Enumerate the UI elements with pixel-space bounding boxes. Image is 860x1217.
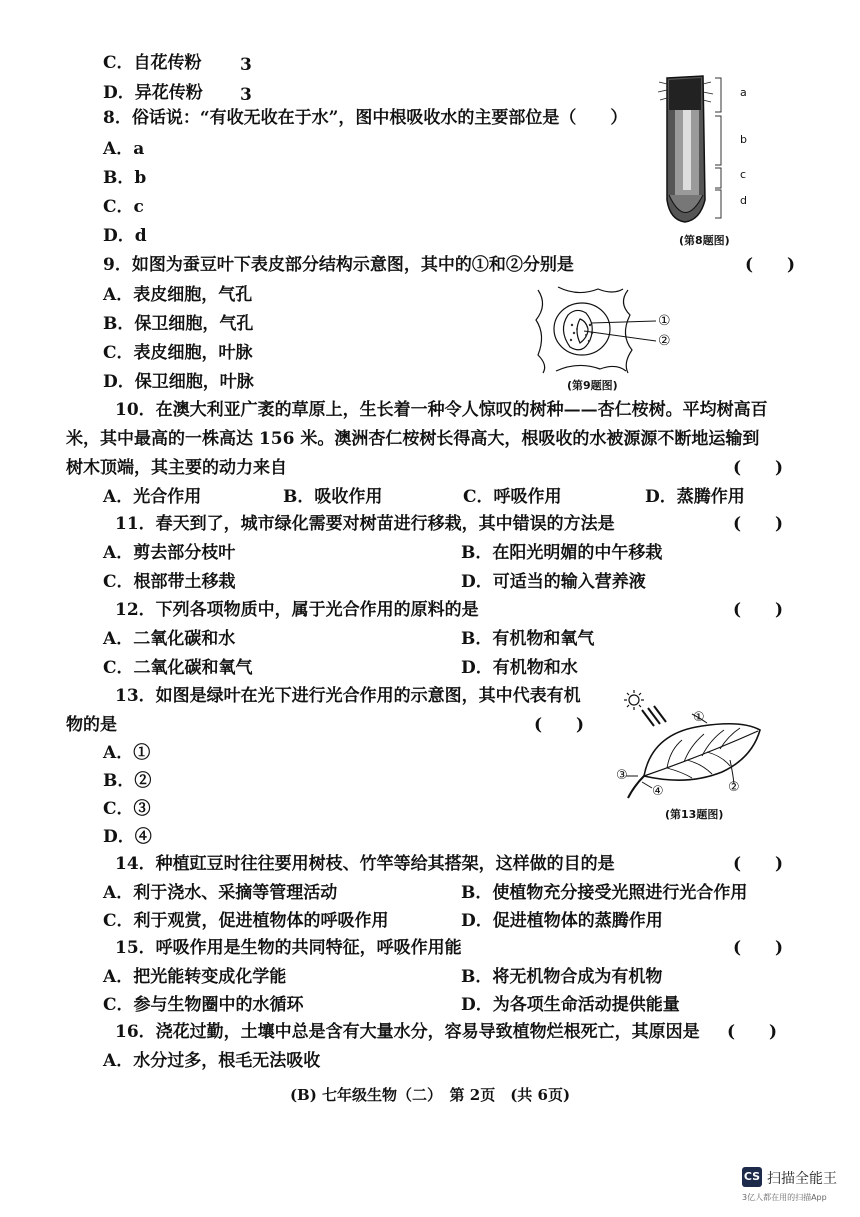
q14-option-a: A．利于浇水、采摘等管理活动 xyxy=(103,883,338,903)
leaf-label-1: ① xyxy=(693,710,705,725)
q12-option-a: A．二氧化碳和水 xyxy=(103,629,236,649)
q16-option-a: A．水分过多，根毛无法吸收 xyxy=(103,1051,321,1071)
camscanner-tagline: 3亿人都在用的扫描App xyxy=(742,1193,827,1202)
q13-option-d: D．④ xyxy=(103,827,152,847)
leaf-epidermis-figure xyxy=(528,285,688,375)
q13-line1: 13．如图是绿叶在光下进行光合作用的示意图，其中代表有机 xyxy=(115,686,581,706)
q12-option-b: B．有机物和氧气 xyxy=(461,629,595,649)
q13-option-c: C．③ xyxy=(103,799,151,819)
q12-option-d: D．有机物和水 xyxy=(461,658,578,678)
q15-answer-paren: ( ) xyxy=(733,938,784,958)
root-label-d: d xyxy=(740,194,747,207)
q13-option-a: A．① xyxy=(103,743,151,763)
q7-option-d-num: 3 xyxy=(240,85,252,105)
root-label-a: a xyxy=(740,86,747,99)
q13-figure-caption: (第13题图) xyxy=(665,808,724,821)
q10-line3: 树木顶端，其主要的动力来自 xyxy=(66,458,287,478)
q12-stem: 12．下列各项物质中，属于光合作用的原料的是 xyxy=(115,600,479,620)
q9-stem: 9．如图为蚕豆叶下表皮部分结构示意图，其中的①和②分别是 xyxy=(103,255,574,275)
q9-option-c: C．表皮细胞，叶脉 xyxy=(103,343,253,363)
q11-option-c: C．根部带土移栽 xyxy=(103,572,236,592)
q16-answer-paren: ( ) xyxy=(727,1022,778,1042)
leaf-label-3: ③ xyxy=(616,768,628,783)
page-footer: (B) 七年级生物（二） 第 2页 (共 6页) xyxy=(289,1086,571,1104)
q15-option-b: B．将无机物合成为有机物 xyxy=(461,967,663,987)
q9-option-a: A．表皮细胞，气孔 xyxy=(103,285,253,305)
q7-option-c-num: 3 xyxy=(240,55,252,75)
q13-option-b: B．② xyxy=(103,771,152,791)
q10-line1: 10．在澳大利亚广袤的草原上，生长着一种令人惊叹的树种——杏仁桉树。平均树高百 xyxy=(115,400,768,420)
q7-option-c: C．自花传粉 xyxy=(103,53,202,73)
epidermis-label-1: ① xyxy=(658,313,671,329)
q12-option-c: C．二氧化碳和氧气 xyxy=(103,658,253,678)
q9-answer-paren: ( ) xyxy=(745,255,796,275)
root-label-b: b xyxy=(740,133,747,146)
q13-line2: 物的是 xyxy=(66,715,117,735)
q16-stem: 16．浇花过勤，土壤中总是含有大量水分，容易导致植物烂根死亡，其原因是 xyxy=(115,1022,700,1042)
q9-option-b: B．保卫细胞，气孔 xyxy=(103,314,254,334)
camscanner-logo-icon: CS xyxy=(742,1167,762,1187)
q10-option-d: D．蒸腾作用 xyxy=(645,487,745,507)
q11-option-b: B．在阳光明媚的中午移栽 xyxy=(461,543,663,563)
q11-stem: 11．春天到了，城市绿化需要对树苗进行移栽，其中错误的方法是 xyxy=(115,514,615,534)
q8-option-d: D．d xyxy=(103,226,147,246)
q15-option-c: C．参与生物圈中的水循环 xyxy=(103,995,304,1015)
q8-option-a: A．a xyxy=(103,139,145,159)
q13-answer-paren: ( ) xyxy=(534,715,585,735)
q11-option-a: A．剪去部分枝叶 xyxy=(103,543,236,563)
q10-option-c: C．呼吸作用 xyxy=(463,487,562,507)
camscanner-brand: 扫描全能王 xyxy=(767,1171,837,1187)
q11-option-d: D．可适当的输入营养液 xyxy=(461,572,646,592)
q8-option-c: C．c xyxy=(103,197,144,217)
q8-figure-caption: (第8题图) xyxy=(679,234,730,247)
q14-answer-paren: ( ) xyxy=(733,854,784,874)
root-label-c: c xyxy=(740,168,747,181)
q9-figure-caption: (第9题图) xyxy=(567,379,618,392)
q10-answer-paren: ( ) xyxy=(733,458,784,478)
q10-option-b: B．吸收作用 xyxy=(283,487,383,507)
q7-option-d: D．异花传粉 xyxy=(103,83,203,103)
q11-answer-paren: ( ) xyxy=(733,514,784,534)
q8-stem: 8．俗话说：“有收无收在于水”，图中根吸收水的主要部位是（ ） xyxy=(103,108,628,128)
q14-stem: 14．种植豇豆时往往要用树枝、竹竿等给其搭架，这样做的目的是 xyxy=(115,854,615,874)
leaf-label-2: ② xyxy=(728,780,740,795)
q14-option-d: D．促进植物体的蒸腾作用 xyxy=(461,911,663,931)
q15-option-a: A．把光能转变成化学能 xyxy=(103,967,287,987)
q8-option-b: B．b xyxy=(103,168,147,188)
q10-option-a: A．光合作用 xyxy=(103,487,202,507)
q15-stem: 15．呼吸作用是生物的共同特征，呼吸作用能 xyxy=(115,938,462,958)
q9-option-d: D．保卫细胞，叶脉 xyxy=(103,372,254,392)
epidermis-label-2: ② xyxy=(658,333,671,349)
q15-option-d: D．为各项生命活动提供能量 xyxy=(461,995,680,1015)
q10-line2: 米，其中最高的一株高达 156 米。澳洲杏仁桉树长得高大，根吸收的水被源源不断地运输到 xyxy=(66,429,760,449)
q14-option-c: C．利于观赏，促进植物体的呼吸作用 xyxy=(103,911,389,931)
q12-answer-paren: ( ) xyxy=(733,600,784,620)
leaf-photosynthesis-figure xyxy=(612,688,782,808)
q14-option-b: B．使植物充分接受光照进行光合作用 xyxy=(461,883,748,903)
leaf-label-4: ④ xyxy=(652,784,664,799)
